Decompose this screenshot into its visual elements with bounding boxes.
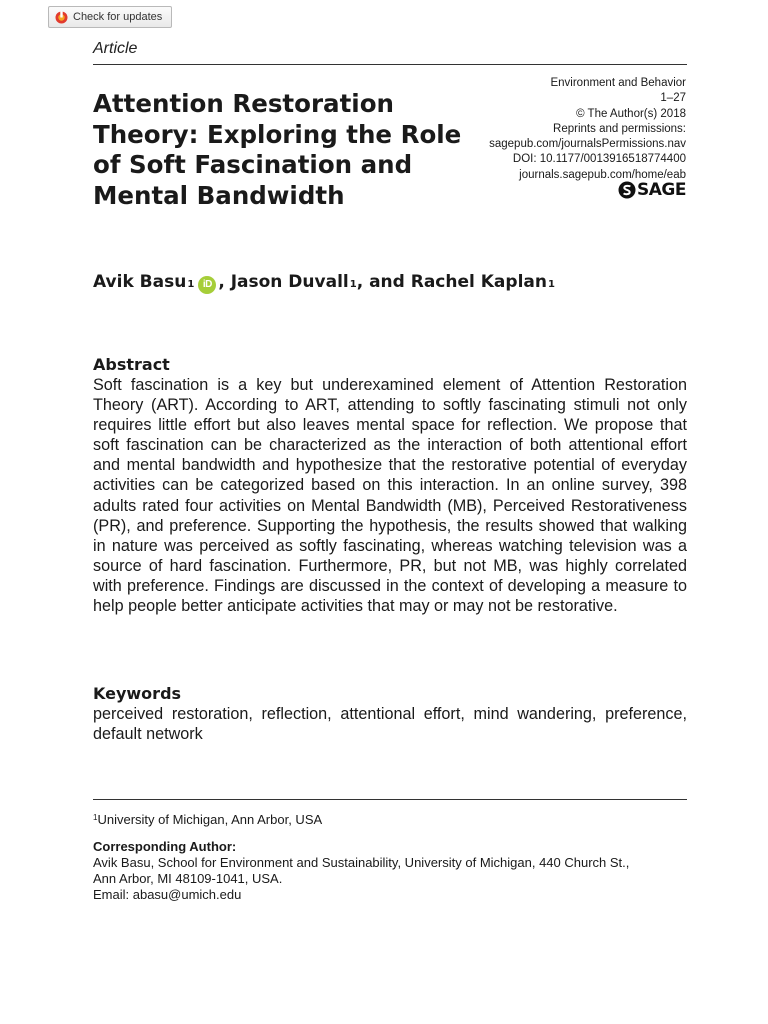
article-title: Attention Restoration Theory: Exploring the Role of Soft Fascination and Mental Bandwidth [93, 89, 462, 210]
orcid-icon[interactable]: iD [198, 276, 216, 294]
sage-logo-text: SAGE [637, 180, 686, 200]
journal-meta [489, 76, 686, 183]
permissions-link[interactable]: sagepub.com/journalsPermissions.nav [489, 138, 686, 151]
header-divider [93, 64, 687, 65]
affiliation-text: University of Michigan, Ann Arbor, USA [97, 812, 323, 827]
corresponding-email[interactable]: Email: abasu@umich.edu [93, 887, 242, 902]
affiliation-marker: 1 [187, 279, 195, 290]
abstract-heading: Abstract [93, 355, 170, 374]
sage-s-mark-icon [618, 181, 636, 199]
journal-name: Environment and Behavior [550, 77, 686, 89]
keywords-heading: Keywords [93, 684, 182, 703]
sage-logo-icon [618, 180, 686, 200]
author-name: , and Rachel Kaplan [356, 272, 547, 292]
reprints-label: Reprints and permissions: [553, 122, 686, 135]
corresponding-address-line: Avik Basu, School for Environment and Sustainability, University of Michigan, 440 Church St., [93, 855, 630, 870]
copyright: © The Author(s) 2018 [576, 107, 686, 120]
doi-link[interactable]: DOI: 10.1177/0013916518774400 [512, 153, 686, 166]
author-name: , Jason Duvall [218, 272, 349, 292]
corresponding-author-heading: Corresponding Author: [93, 839, 237, 854]
keywords-body: perceived restoration, reflection, attentional effort, mind wandering, preference, default network [93, 705, 687, 744]
crossmark-icon [55, 11, 68, 24]
affiliation-marker: 1 [547, 279, 555, 290]
journal-home-link[interactable]: journals.sagepub.com/home/eab [519, 168, 686, 181]
page-range: 1–27 [660, 92, 686, 105]
footnotes [93, 810, 693, 903]
check-for-updates-label: Check for updates [73, 11, 163, 23]
affiliation-marker: 1 [93, 813, 98, 822]
abstract-body: Soft fascination is a key but underexamined element of Attention Restoration Theory (ART). According to ART, attending to softly fascinating stimuli not only requires little effort but also leaves mental space for reflection. We propose that soft fascination can be characterized as the interaction of both attentional effort and mental bandwidth and hypothesize that the restorative potential of everyday activities can be categorized based on this interaction. In an online survey, 398 adults rated four activities on Mental Bandwidth (MB), Perceived Restorativeness (PR), and preference. Supporting the hypothesis, the results showed that walking in nature was perceived as softly fascinating, whereas watching television was a source of hard fascination. Furthermore, PR, but not MB, was highly correlated with preference. Findings are discussed in the context of developing a measure to help people better anticipate activities that may or may not be restorative. [93, 376, 687, 616]
corresponding-address-line: Ann Arbor, MI 48109-1041, USA. [93, 871, 283, 886]
footnote-divider [93, 799, 687, 800]
check-for-updates-button[interactable] [48, 6, 172, 28]
affiliation-note [93, 810, 693, 828]
affiliation-marker: 1 [349, 279, 357, 290]
author-name: Avik Basu [93, 272, 187, 292]
article-type-label: Article [93, 40, 138, 57]
author-list [93, 272, 555, 294]
